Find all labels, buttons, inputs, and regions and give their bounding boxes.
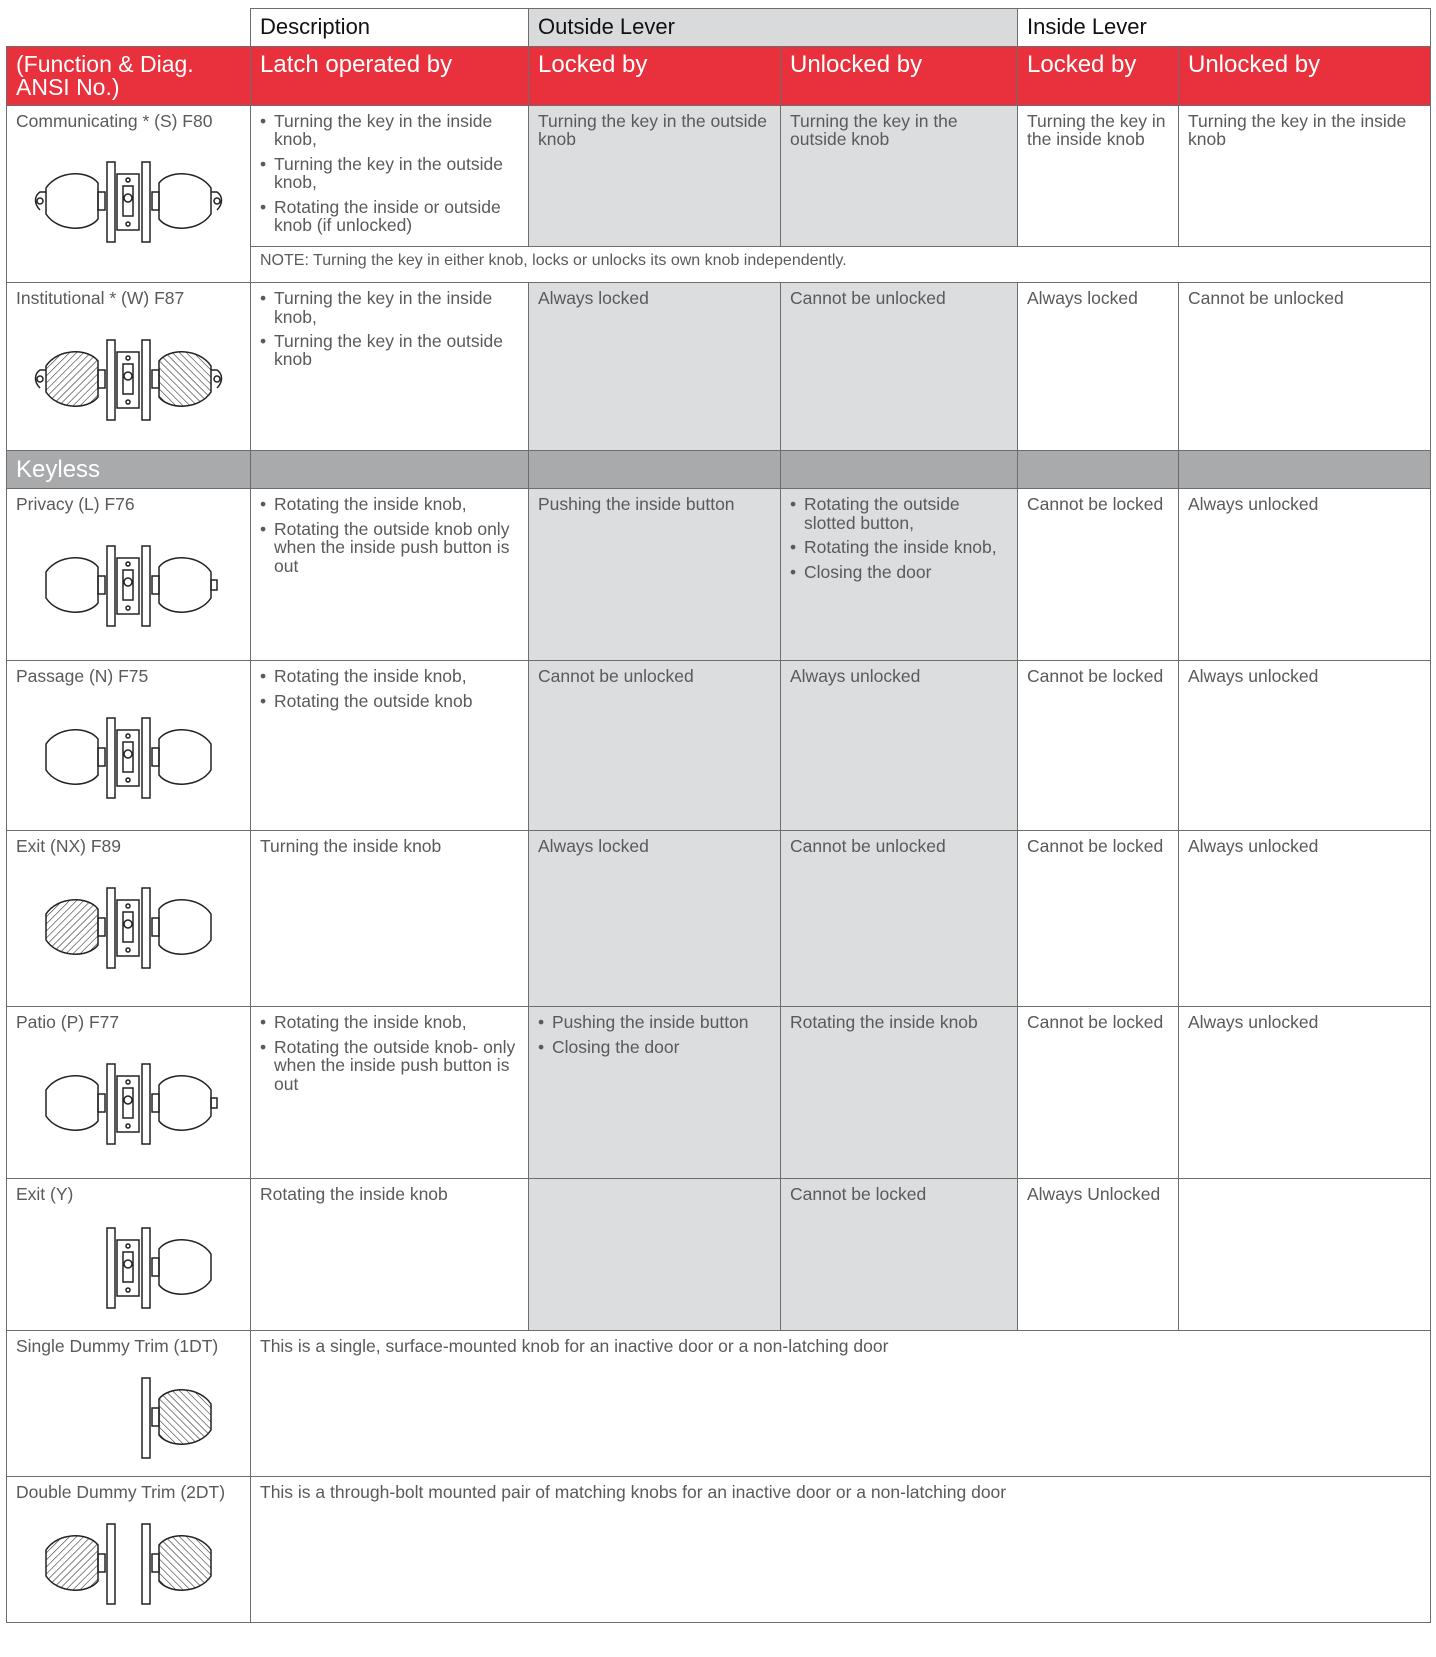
table-row — [7, 106, 1431, 247]
inside-locked-cell: Cannot be locked — [1018, 489, 1179, 661]
table-row — [7, 489, 1431, 661]
table-row — [7, 661, 1431, 831]
header-description: Description — [251, 9, 529, 47]
function-cell — [7, 283, 251, 451]
latch-cell: Rotating the inside knob — [251, 1179, 529, 1331]
inside-locked-cell: Turning the key in the inside knob — [1018, 106, 1179, 247]
function-name: Institutional * (W) F87 — [16, 288, 185, 309]
outside-locked-cell: Turning the key in the outside knob — [529, 106, 781, 247]
function-cell — [7, 661, 251, 831]
unlock-list — [790, 495, 1008, 581]
latch-cell — [251, 106, 529, 247]
lock-diagram-hatched-keyed-knobs-icon — [18, 326, 241, 429]
function-name: Communicating * (S) F80 — [16, 111, 213, 131]
outside-locked-cell — [529, 1179, 781, 1331]
list-item: • Closing the door — [538, 1038, 771, 1056]
header-group-row — [7, 9, 1431, 47]
outside-locked-cell: Always locked — [529, 283, 781, 451]
description-cell: This is a through-bolt mounted pair of matching knobs for an inactive door or a non-latching door — [251, 1477, 1431, 1623]
function-name: Exit (NX) F89 — [16, 836, 122, 857]
outside-locked-cell — [529, 1007, 781, 1179]
list-item: • Turning the key in the outside knob — [260, 332, 519, 369]
function-cell — [7, 1477, 251, 1623]
list-item: • Rotating the outside knob only when the inside push button is out — [260, 520, 519, 575]
inside-locked-cell: Cannot be locked — [1018, 831, 1179, 1007]
header-outside-lever: Outside Lever — [529, 9, 1018, 47]
function-cell — [7, 489, 251, 661]
lock-list — [538, 1013, 771, 1056]
list-item: • Pushing the inside button — [538, 1013, 771, 1031]
section-row-keyless — [7, 451, 1431, 489]
latch-list — [260, 1013, 519, 1093]
header-inside-lever: Inside Lever — [1018, 9, 1431, 47]
section-label: Keyless — [7, 451, 251, 489]
inside-locked-cell: Always Unlocked — [1018, 1179, 1179, 1331]
outside-unlocked-cell: Always unlocked — [781, 661, 1018, 831]
outside-locked-cell: Pushing the inside button — [529, 489, 781, 661]
function-name: Exit (Y) — [16, 1184, 74, 1205]
table-row — [7, 283, 1431, 451]
function-cell — [7, 106, 251, 283]
list-item: • Turning the key in the inside knob, — [260, 289, 519, 326]
table-row — [7, 1477, 1431, 1623]
list-item: • Closing the door — [790, 563, 1008, 581]
lock-diagram-single-dummy-icon — [18, 1364, 241, 1467]
lock-diagram-hatched-outside-knob-icon — [18, 874, 241, 977]
inside-unlocked-cell — [1179, 1179, 1431, 1331]
latch-list — [260, 289, 519, 369]
function-cell — [7, 1331, 251, 1477]
list-item: • Turning the key in the outside knob, — [260, 155, 519, 192]
list-item: • Turning the key in the inside knob, — [260, 112, 519, 149]
latch-list — [260, 495, 519, 575]
lock-diagram-button-knob-icon — [18, 532, 241, 635]
note-text: NOTE: Turning the key in either knob, locks or unlocks its own knob independently. — [251, 247, 1431, 283]
header-outside-unlocked: Unlocked by — [781, 47, 1018, 106]
header-function: (Function & Diag. ANSI No.) — [7, 47, 251, 106]
table-row — [7, 1331, 1431, 1477]
description-cell: This is a single, surface-mounted knob for an inactive door or a non-latching door — [251, 1331, 1431, 1477]
lock-function-table — [6, 8, 1431, 1623]
list-item: • Rotating the outside slotted button, — [790, 495, 1008, 532]
outside-unlocked-cell: Rotating the inside knob — [781, 1007, 1018, 1179]
list-item: • Rotating the outside knob — [260, 692, 519, 710]
list-item: • Rotating the inside knob, — [260, 667, 519, 685]
table-row — [7, 1007, 1431, 1179]
inside-locked-cell: Always locked — [1018, 283, 1179, 451]
list-item: • Rotating the inside knob, — [790, 538, 1008, 556]
function-name: Patio (P) F77 — [16, 1012, 120, 1033]
inside-unlocked-cell: Always unlocked — [1179, 1007, 1431, 1179]
function-name: Double Dummy Trim (2DT) — [16, 1482, 226, 1503]
lock-diagram-button-knob-icon — [18, 1050, 241, 1153]
function-cell — [7, 1007, 251, 1179]
function-name: Single Dummy Trim (1DT) — [16, 1336, 219, 1357]
list-item: • Rotating the inside or outside knob (if unlocked) — [260, 198, 519, 235]
outside-unlocked-cell: Cannot be unlocked — [781, 831, 1018, 1007]
function-name: Privacy (L) F76 — [16, 494, 135, 515]
latch-cell — [251, 661, 529, 831]
header-outside-locked: Locked by — [529, 47, 781, 106]
inside-unlocked-cell: Turning the key in the inside knob — [1179, 106, 1431, 247]
inside-unlocked-cell: Always unlocked — [1179, 661, 1431, 831]
header-column-row — [7, 47, 1431, 106]
latch-list — [260, 667, 519, 710]
inside-locked-cell: Cannot be locked — [1018, 1007, 1179, 1179]
list-item: • Rotating the outside knob- only when the inside push button is out — [260, 1038, 519, 1093]
table-row — [7, 1179, 1431, 1331]
outside-locked-cell: Cannot be unlocked — [529, 661, 781, 831]
list-item: • Rotating the inside knob, — [260, 1013, 519, 1031]
function-cell — [7, 1179, 251, 1331]
latch-cell — [251, 1007, 529, 1179]
outside-locked-cell: Always locked — [529, 831, 781, 1007]
header-latch: Latch operated by — [251, 47, 529, 106]
header-blank — [7, 9, 251, 47]
lock-diagram-plain-knobs-icon — [18, 704, 241, 807]
table-row — [7, 831, 1431, 1007]
outside-unlocked-cell: Cannot be unlocked — [781, 283, 1018, 451]
inside-locked-cell: Cannot be locked — [1018, 661, 1179, 831]
header-inside-unlocked: Unlocked by — [1179, 47, 1431, 106]
outside-unlocked-cell — [781, 489, 1018, 661]
outside-unlocked-cell: Turning the key in the outside knob — [781, 106, 1018, 247]
latch-cell — [251, 283, 529, 451]
latch-cell: Turning the inside knob — [251, 831, 529, 1007]
inside-unlocked-cell: Always unlocked — [1179, 489, 1431, 661]
inside-unlocked-cell: Always unlocked — [1179, 831, 1431, 1007]
list-item: • Rotating the inside knob, — [260, 495, 519, 513]
outside-unlocked-cell: Cannot be locked — [781, 1179, 1018, 1331]
lock-diagram-single-knob-icon — [18, 1214, 241, 1317]
function-name: Passage (N) F75 — [16, 666, 149, 687]
latch-list — [260, 112, 519, 234]
lock-diagram-keyed-knobs-icon — [18, 148, 241, 251]
latch-cell — [251, 489, 529, 661]
function-cell — [7, 831, 251, 1007]
lock-diagram-double-dummy-icon — [18, 1510, 241, 1613]
inside-unlocked-cell: Cannot be unlocked — [1179, 283, 1431, 451]
header-inside-locked: Locked by — [1018, 47, 1179, 106]
